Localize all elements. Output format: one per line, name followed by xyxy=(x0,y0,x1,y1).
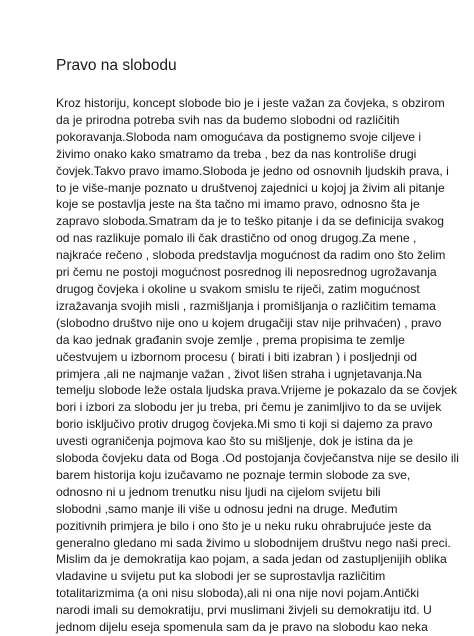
body-line: od nas razlikuje pomalo ili čak drastično od onog drugog.Za mene , xyxy=(56,231,417,246)
body-line: narodi imali su demokratiju, prvi muslimani živjeli su demokratiju itd. U xyxy=(56,603,432,618)
body-line: pri čemu ne postoji mogućnost posrednog ili neposrednog ugrožavanja xyxy=(56,265,437,280)
body-line: jednom dijelu eseja spomenula sam da je pravo na slobodu kao neka xyxy=(56,620,428,635)
body-line: totalitarizmima (a oni nisu sloboda),ali ni ona nije novi pojam.Antički xyxy=(56,586,420,601)
body-line: Mislim da je demokratija kao pojam, a sada jedan od zastupljenijih oblika xyxy=(56,552,447,567)
body-line: sloboda čovjeku data od Boga .Od postojanja čovječanstva nije se desilo ili xyxy=(56,451,459,466)
body-line: izražavanja svojih misli , razmišljanja i promišljanja o različitim temama xyxy=(56,298,436,313)
body-line: Kroz historiju, koncept slobode bio je i jeste važan za čovjeka, s obzirom xyxy=(56,96,445,110)
body-line: slobodni ,samo manje ili više u odnosu jedni na druge. Međutim xyxy=(56,501,398,516)
document-title: Pravo na slobodu xyxy=(56,57,177,74)
body-line: generalno gledano mi sada živimo u slobodnijem društvu nego naši preci. xyxy=(56,535,451,550)
document-body xyxy=(56,95,459,636)
body-line: (slobodno društvo nije ono u kojem drugačiji stav nije prihvaćen) , pravo xyxy=(56,315,442,330)
body-line: uvesti ograničenja pojmova kao što su mišljenje, dok je istina da je xyxy=(56,434,413,449)
body-line: da je prirodna potreba svih nas da budemo slobodni od različitih xyxy=(56,112,400,127)
body-line: čovjek.Takvo pravo imamo.Sloboda je jedno od osnovnih ljudskih prava, i xyxy=(56,163,449,178)
body-line: učestvujem u izbornom procesu ( birati i biti izabran ) i posljednji od xyxy=(56,349,418,364)
body-line: temelju slobode leže ostala ljudska prava.Vrijeme je pokazalo da se čovjek xyxy=(56,383,458,398)
body-line: odnosno ni u jednom trenutku nisu ljudi na cijelom svijetu bili xyxy=(56,484,381,499)
body-line: primjera ,ali ne najmanje važan , život lišen straha i ugnjetavanja.Na xyxy=(56,366,422,381)
body-line: drugog čovjeka i okoline u svakom smislu te riječi, zatim mogućnost xyxy=(56,281,420,296)
body-line: pokoravanja.Sloboda nam omogućava da postignemo svoje ciljeve i xyxy=(56,129,422,144)
body-line: živimo onako kako smatramo da treba , bez da nas kontroliše drugi xyxy=(56,146,417,161)
body-line: najkraće rečeno , sloboda predstavlja mogućnost da radim ono što želim xyxy=(56,248,446,263)
body-line: bori i izbori za slobodu jer ju treba, pri čemu je zanimljivo to da se uvijek xyxy=(56,400,442,415)
body-line: zapravo sloboda.Smatram da je to teško pitanje i da se definicija svakog xyxy=(56,214,445,229)
body-line: pozitivnih primjera je bilo i ono što je u neku ruku ohrabrujuće jeste da xyxy=(56,518,432,533)
body-line: da kao jednak građanin svoje zemlje , prema propisima te zemlje xyxy=(56,332,405,347)
body-line: borio isključivo protiv drugog čovjeka.Mi smo ti koji si dajemo za pravo xyxy=(56,417,433,432)
body-line: to je više-manje poznato u društvenoj zajednici u kojoj ja živim ali pitanje xyxy=(56,180,445,195)
body-line: barem historija koju izučavamo ne poznaje termin slobode za sve, xyxy=(56,467,411,482)
body-line: vladavine u svijetu put ka slobodi jer se suprostavlja različitim xyxy=(56,569,386,584)
body-line: koje se postavlja jeste na šta tačno mi imamo pravo, odnosno šta je xyxy=(56,197,420,212)
